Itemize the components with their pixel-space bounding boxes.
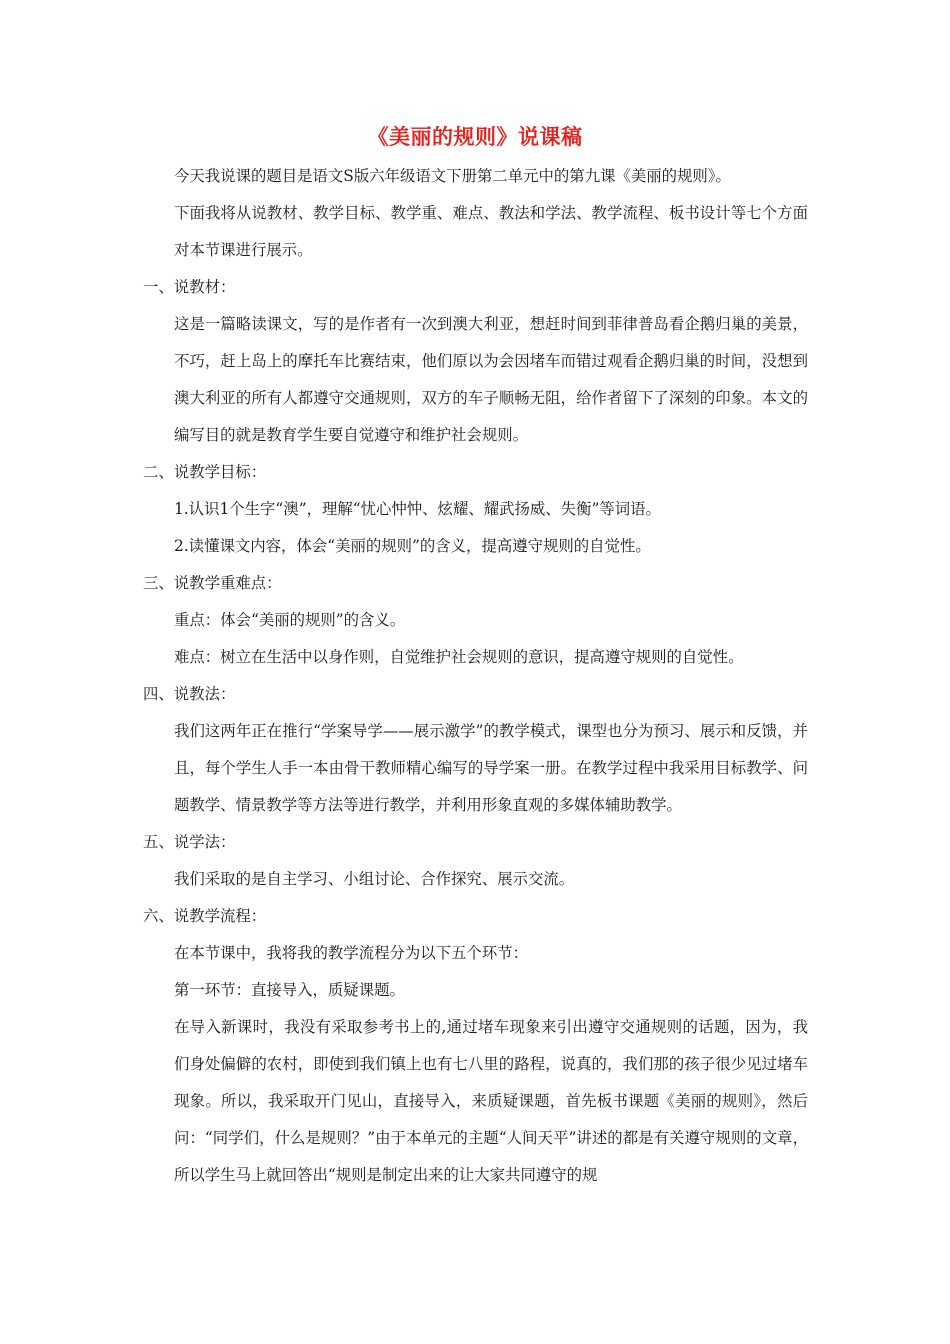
section-heading: 三、说教学重难点： <box>143 574 282 592</box>
document-title: 《美丽的规则》说课稿 <box>367 124 583 149</box>
section-heading: 五、说学法： <box>143 833 236 851</box>
paragraph: 第一环节：直接导入，质疑课题。 <box>174 981 405 999</box>
paragraph: 1.认识1个生字“澳”，理解“忧心忡忡、炫耀、耀武扬威、失衡”等词语。 <box>174 500 661 518</box>
paragraph: 我们采取的是自主学习、小组讨论、合作探究、展示交流。 <box>174 870 575 888</box>
section-heading: 二、说教学目标： <box>143 463 267 481</box>
paragraph: 下面我将从说教材、教学目标、教学重、难点、教法和学法、教学流程、板书设计等七个方面对本节课进行展示。 <box>174 204 808 259</box>
paragraph: 这是一篇略读课文，写的是作者有一次到澳大利亚，想赶时间到菲律普岛看企鹅归巢的美景，不巧，赶上岛上的摩托车比赛结束，他们原以为会因堵车而错过观看企鹅归巢的时间，没想到澳大利亚的所有人都遵守交通规则，双方的车子顺畅无阻，给作者留下了深刻的印象。本文的编写目的就是教育学生要自觉遵守和维护社会规则。 <box>174 315 808 444</box>
paragraph: 在导入新课时，我没有采取参考书上的,通过堵车现象来引出遵守交通规则的话题，因为，我们身处偏僻的农村，即使到我们镇上也有七八里的路程，说真的，我们那的孩子很少见过堵车现象。所以，我采取开门见山，直接导入，来质疑课题，首先板书课题《美丽的规则》，然后问：“同学们，什么是规则？”由于本单元的主题“人间天平”讲述的都是有关遵守规则的文章，所以学生马上就回答出“规则是制定出来的让大家共同遵守的规 <box>174 1018 808 1184</box>
paragraph: 难点：树立在生活中以身作则，自觉维护社会规则的意识，提高遵守规则的自觉性。 <box>174 648 744 666</box>
paragraph: 2.读懂课文内容，体会“美丽的规则”的含义，提高遵守规则的自觉性。 <box>174 537 651 555</box>
paragraph: 今天我说课的题目是语文S版六年级语文下册第二单元中的第九课《美丽的规则》。 <box>174 167 731 185</box>
paragraph: 重点：体会“美丽的规则”的含义。 <box>174 611 406 629</box>
section-heading: 四、说教法： <box>143 685 236 703</box>
document-body <box>143 158 808 1194</box>
paragraph: 我们这两年正在推行“学案导学——展示激学”的教学模式，课型也分为预习、展示和反馈，并且，每个学生人手一本由骨干教师精心编写的导学案一册。在教学过程中我采用目标教学、问题教学、情景教学等方法等进行教学，并利用形象直观的多媒体辅助教学。 <box>174 722 808 814</box>
paragraph: 在本节课中，我将我的教学流程分为以下五个环节： <box>174 944 528 962</box>
section-heading: 六、说教学流程： <box>143 907 267 925</box>
section-heading: 一、说教材： <box>143 278 236 296</box>
